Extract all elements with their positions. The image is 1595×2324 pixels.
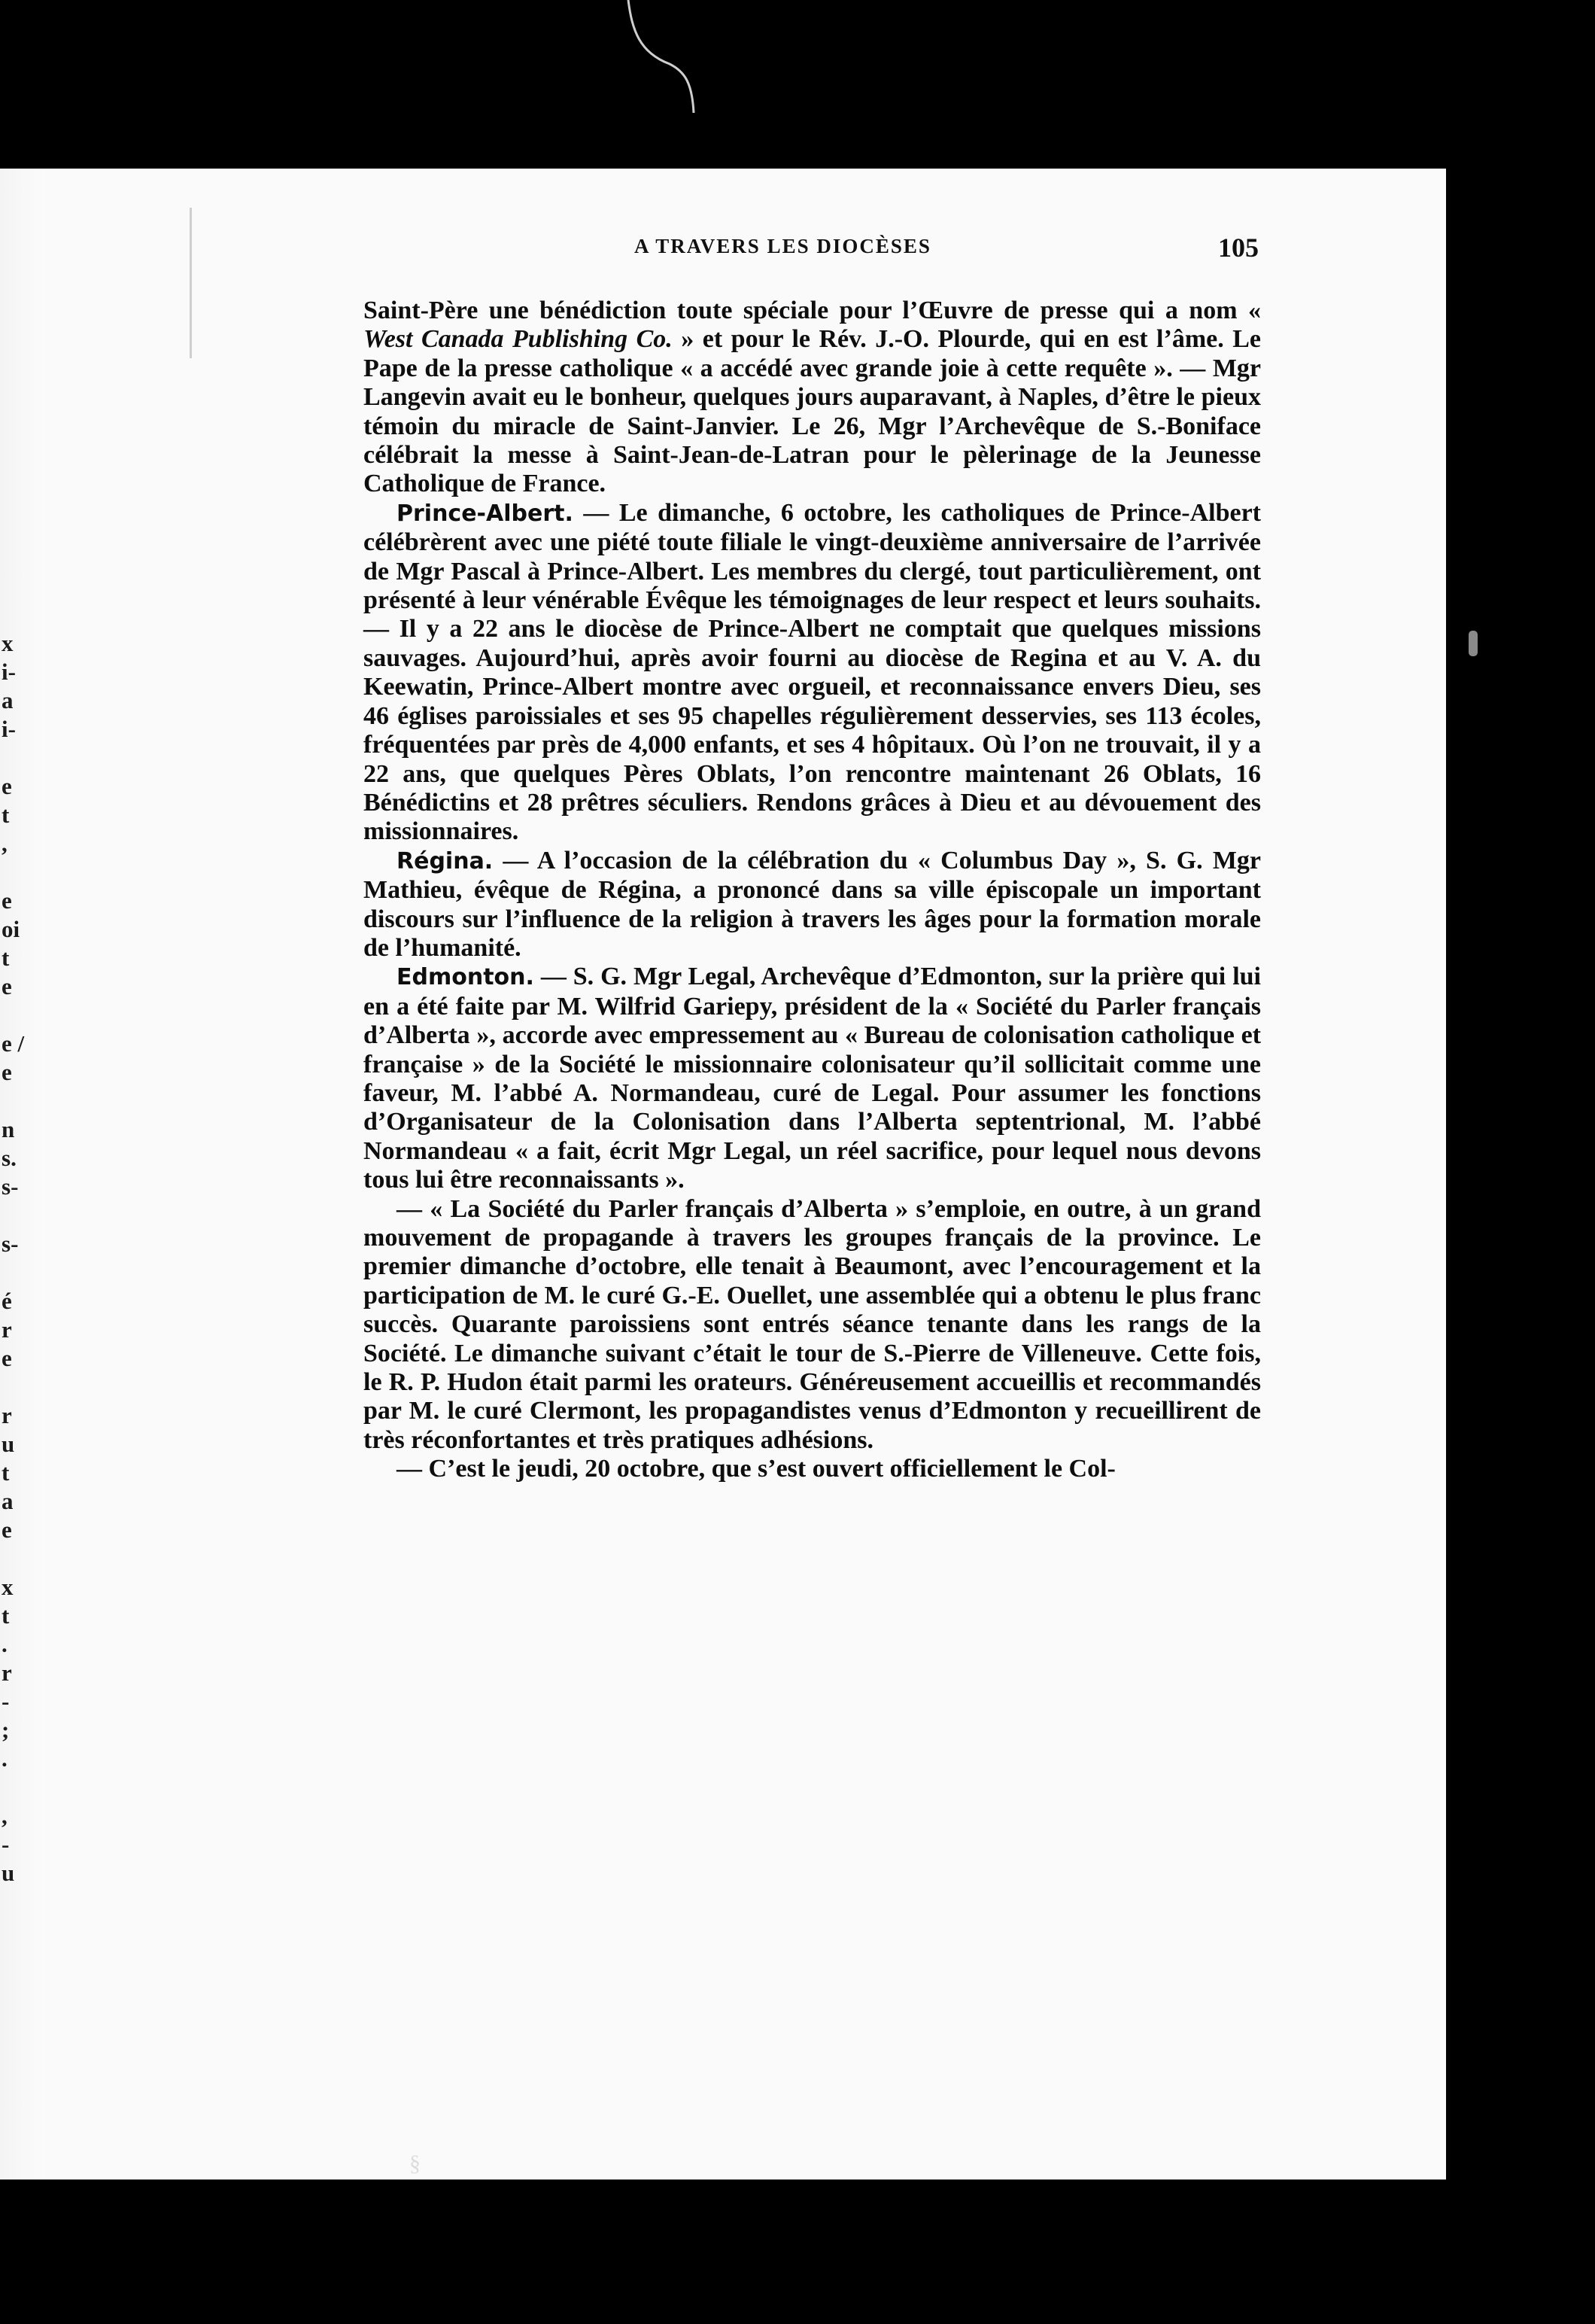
facing-page-fragment-line: t: [2, 1459, 10, 1486]
facing-page-fragment-line: s-: [2, 1173, 19, 1200]
paragraph-edmonton: Edmonton. — S. G. Mgr Legal, Archevêque d’Edmonton, sur la prière qui lui en a été faite par M. Wilfrid Gariepy, président de la « Société du Parler français d’Alberta », accorde avec empressement au « Bureau de colonisation catholique et française » de la Société le missionnaire colonisateur qu’il sollicitait comme une faveur, M. l’abbé A. Normandeau, curé de Legal. Pour assumer les fonctions d’Organisateur de la Colonisation dans l’Alberta septentrional, M. l’abbé Normandeau « a fait, écrit Mgr Legal, un réel sacrifice, pour lequel nous devons tous lui être reconnaissants ».: [363, 963, 1261, 1194]
publication-title: West Canada Publishing Co.: [363, 325, 673, 354]
facing-page-fragment-line: [2, 1087, 32, 1115]
facing-page-fragment-line: é: [2, 1288, 12, 1314]
paragraph-societe: — « La Société du Parler français d’Alberta » s’emploie, en outre, à un grand mouvement de propagande à travers les groupes français de la province. Le premier dimanche d’octobre, elle tenait à Beaumont, avec l’encouragement et la participation de M. le curé G.-E. Ouellet, une assemblée qui a obtenu le plus franc succès. Quarante paroissiens sont entrés séance tenante dans les rangs de la Société. Le dimanche suivant c’était le tour de S.-Pierre de Villeneuve. Cette fois, le R. P. Hudon était parmi les orateurs. Généreusement accueillis et recommandés par M. le curé Clermont, les propagandistes venus d’Edmonton y recueillirent de très réconfortantes et très pratiques adhésions.: [363, 1194, 1261, 1454]
facing-page-fragment-line: e: [2, 973, 12, 999]
section-heading: Régina.: [396, 847, 494, 875]
facing-page-fragment-line: e /: [2, 1030, 25, 1057]
body-text: [363, 297, 1261, 1484]
facing-page-fragment-line: [2, 858, 32, 887]
scan-mark: §: [409, 2151, 421, 2176]
facing-page-fragment-line: .: [2, 1745, 8, 1772]
facing-page-fragment-line: i-: [2, 659, 16, 685]
facing-page-fragment-line: u: [2, 1431, 15, 1457]
facing-page-fragment-line: -: [2, 1831, 10, 1857]
paragraph-continued: Saint-Père une bénédiction toute spéciale pour l’Œuvre de presse qui a nom « West Canada Publishing Co. » et pour le Rév. J.-O. Plourde, qui en est l’âme. Le Pape de la presse catholique « a accédé avec grande joie à cette requête ». — Mgr Langevin avait eu le bonheur, quelques jours auparavant, à Naples, d’être le pieux témoin du miracle de Saint-Janvier. Le 26, Mgr l’Archevêque de S.-Boniface célébrait la messe à Saint-Jean-de-Latran pour le pèlerinage de la Jeunesse Catholique de France.: [363, 297, 1262, 498]
facing-page-fragment-line: e: [2, 1516, 12, 1543]
facing-page-fragment-line: x: [2, 1574, 14, 1600]
facing-page-fragment-line: [2, 1001, 32, 1030]
facing-page-fragment-line: [2, 1373, 32, 1401]
paragraph-jeudi: — C’est le jeudi, 20 octobre, que s’est ouvert officiellement le Col-: [396, 1455, 1116, 1483]
fold-line: [190, 208, 192, 358]
facing-page-fragment-line: [2, 1773, 32, 1802]
facing-page-fragment-line: [2, 1258, 32, 1287]
facing-page-fragment-line: s-: [2, 1230, 19, 1257]
facing-page-fragment-line: t: [2, 1602, 10, 1629]
facing-page-fragment-line: e: [2, 773, 12, 799]
facing-page-fragment-line: x: [2, 630, 14, 656]
paragraph-prince-albert: Prince-Albert. — Le dimanche, 6 octobre, les catholiques de Prince-Albert célébrèrent avec une piété toute filiale le vingt-deuxième anniversaire de l’arrivée de Mgr Pascal à Prince-Albert. Les membres du clergé, tout particulièrement, ont présenté à leur vénérable Évêque les témoignages de leur respect et leurs souhaits. — Il y a 22 ans le diocèse de Prince-Albert ne comptait que quelques missions sauvages. Aujourd’hui, après avoir fourni au diocèse de Regina et au V. A. du Keewatin, Prince-Albert montre avec orgueil, et reconnaissance envers Dieu, ses 46 églises paroissiales et ses 95 chapelles régulièrement desservies, ses 113 écoles, fréquentées par près de 4,000 enfants, et ses 4 hôpitaux. Où l’on ne trouvait, il y a 22 ans, que quelques Pères Oblats, l’on rencontre maintenant 26 Oblats, 16 Bénédictins et 28 prêtres séculiers. Rendons grâces à Dieu et au dévouement des missionnaires.: [363, 498, 1261, 846]
facing-page-fragment-line: -: [2, 1688, 10, 1714]
facing-page-fragment-line: ,: [2, 830, 8, 856]
section-heading: Edmonton.: [396, 964, 534, 991]
scan-scratch: [624, 0, 737, 113]
facing-page-fragment-line: ;: [2, 1717, 10, 1743]
running-head: A TRAVERS LES DIOCÈSES: [634, 235, 931, 257]
facing-page-fragment-line: i-: [2, 716, 16, 742]
page-header: [634, 232, 1259, 262]
facing-page-fragment-line: a: [2, 1488, 14, 1514]
facing-page-fragment-line: s.: [2, 1145, 17, 1171]
facing-page-fragment: [2, 629, 32, 1887]
facing-page-fragment-line: t: [2, 802, 10, 828]
section-heading: Prince-Albert.: [396, 500, 573, 527]
facing-page-fragment-line: .: [2, 1631, 8, 1657]
facing-page-fragment-line: [2, 1544, 32, 1573]
facing-page-fragment-line: r: [2, 1659, 12, 1686]
facing-page-fragment-line: e: [2, 1345, 12, 1371]
facing-page-fragment-line: oi: [2, 916, 20, 942]
facing-page-fragment-line: [2, 1201, 32, 1230]
facing-page-fragment-line: [2, 744, 32, 772]
facing-page-fragment-line: e: [2, 887, 12, 914]
facing-page-fragment-line: t: [2, 945, 10, 971]
facing-page-fragment-line: n: [2, 1116, 15, 1142]
facing-page-fragment-line: r: [2, 1402, 12, 1428]
facing-page-fragment-line: a: [2, 687, 14, 713]
facing-page-fragment-line: u: [2, 1860, 15, 1886]
paragraph-regina: Régina. — A l’occasion de la célébration du « Columbus Day », S. G. Mgr Mathieu, évêque de Régina, a prononcé dans sa ville épiscopale un important discours sur l’influence de la religion à travers les âges pour la formation morale de l’humanité.: [363, 846, 1261, 962]
facing-page-fragment-line: r: [2, 1316, 12, 1343]
page-number: 105: [1218, 233, 1259, 263]
facing-page-fragment-line: ,: [2, 1802, 8, 1829]
scan-speck: [1469, 631, 1478, 656]
facing-page-fragment-line: e: [2, 1059, 12, 1085]
